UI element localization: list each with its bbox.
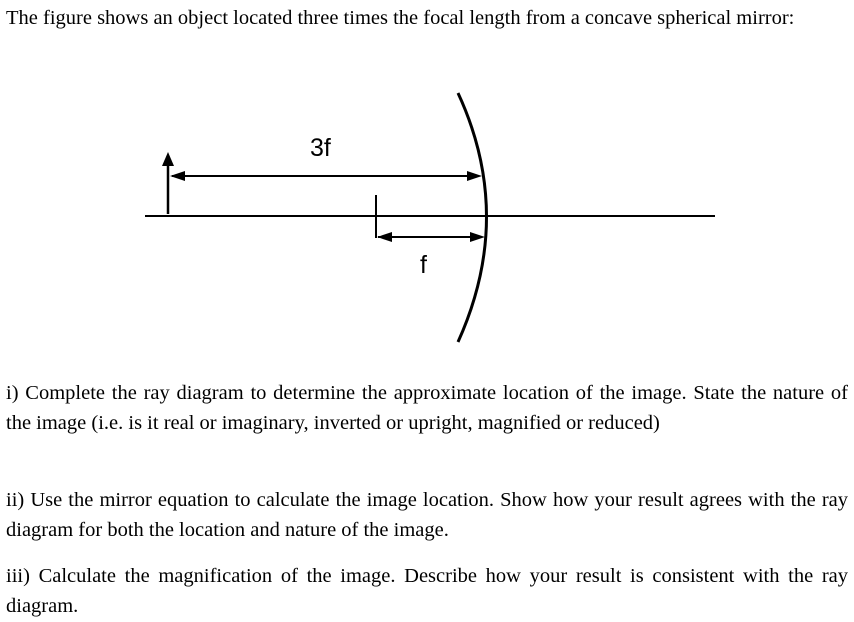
dimension-3f-arrowhead-left	[170, 171, 185, 181]
dimension-3f-arrowhead-right	[467, 171, 482, 181]
intro-text: The figure shows an object located three times the focal length from a concave spherical mirror:	[6, 7, 795, 29]
dimension-f-arrowhead-left	[377, 232, 392, 242]
ray-diagram	[0, 80, 854, 360]
label-f: f	[420, 251, 427, 279]
object-arrowhead	[162, 152, 174, 166]
question-2: ii) Use the mirror equation to calculate the image location. Show how your result agrees with the ray diagram for both the location and nature of the image.	[6, 489, 848, 541]
concave-mirror	[458, 93, 487, 342]
question-1: i) Complete the ray diagram to determine the approximate location of the image. State the nature of the image (i.e. is it real or imaginary, inverted or upright, magnified or reduced)	[6, 382, 848, 434]
question-3: iii) Calculate the magnification of the image. Describe how your result is consistent with the ray diagram.	[6, 565, 848, 617]
dimension-f-arrowhead-right	[470, 232, 485, 242]
label-3f: 3f	[310, 134, 331, 162]
